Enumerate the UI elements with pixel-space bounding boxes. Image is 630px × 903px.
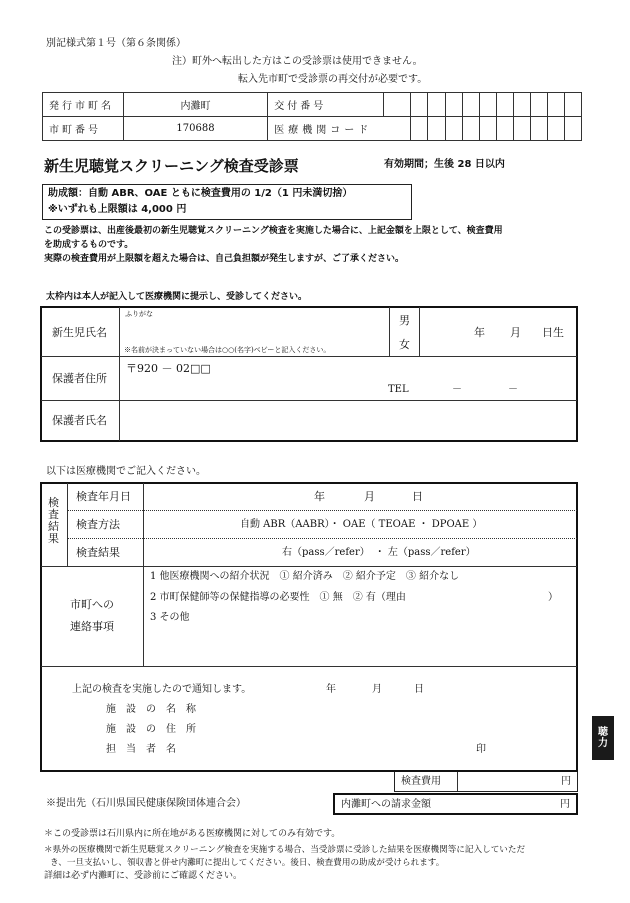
postal-code[interactable]: 〒920 － 02□□ xyxy=(126,362,211,375)
subsidy-cap: ※いずれも上限額は 4,000 円 xyxy=(48,204,187,215)
baby-name-field[interactable] xyxy=(121,320,387,344)
digit-box[interactable] xyxy=(530,117,547,141)
guardian-name-field[interactable] xyxy=(121,402,576,440)
municipality-code-value: 170688 xyxy=(123,117,268,141)
transfer-note-2: 転入先市町で受診票の再交付が必要です。 xyxy=(238,74,428,85)
seal-mark: 印 xyxy=(476,744,486,755)
notify-month-label: 月 xyxy=(372,684,382,695)
side-tab-char: 力 xyxy=(598,738,608,749)
hearing-side-tab xyxy=(592,716,614,760)
notify-day-label: 日 xyxy=(414,684,424,695)
digit-box[interactable] xyxy=(428,117,445,141)
validity-period: 有効期間；生後 28 日以内 xyxy=(384,159,505,170)
referral-status[interactable]: 1 他医療機関への紹介状況 ① 紹介済み ② 紹介予定 ③ 紹介なし xyxy=(150,571,460,582)
facility-name-label: 施 設 の 名 称 xyxy=(106,704,196,715)
digit-box[interactable] xyxy=(496,117,513,141)
header-table xyxy=(42,92,582,141)
other-notes[interactable]: 3 その他 xyxy=(150,612,190,623)
submit-to: ※提出先（石川県国民健康保険団体連合会） xyxy=(46,798,246,809)
notify-text: 上記の検査を実施したので通知します。 xyxy=(72,684,252,695)
tel-dash: － xyxy=(508,384,518,395)
exam-fee-label: 検査費用 xyxy=(401,776,441,787)
claim-amount-box[interactable] xyxy=(333,793,578,815)
digit-box[interactable] xyxy=(564,117,581,141)
exam-date-label: 検査年月日 xyxy=(76,490,131,503)
issuer-label: 発行市町名 xyxy=(43,93,124,117)
digit-box[interactable] xyxy=(547,93,564,117)
sex-male[interactable]: 男 xyxy=(399,314,410,327)
digit-box[interactable] xyxy=(428,93,445,117)
digit-box[interactable] xyxy=(496,93,513,117)
patient-instruction: 太枠内は本人が記入して医療機関に提示し、受診してください。 xyxy=(46,292,308,302)
issue-number-label: 交付番号 xyxy=(268,93,383,117)
reason-close-paren: ） xyxy=(548,592,558,603)
digit-box[interactable] xyxy=(479,117,496,141)
exam-result-label: 検査結果 xyxy=(76,546,120,559)
sex-female[interactable]: 女 xyxy=(399,338,410,351)
footnote-2: ＊県外の医療機関で新生児聴覚スクリーニング検査を実施する場合、当受診票に受診した結果を医療機関等に記入していただ xyxy=(44,845,526,855)
furigana-label: ふりがな xyxy=(125,310,153,318)
contact-label-1: 市町への xyxy=(70,598,114,611)
side-tab-char: 聴 xyxy=(598,726,608,738)
claim-amount-label: 内灘町への請求金額 xyxy=(341,799,431,810)
tel-dash: － xyxy=(452,384,462,395)
exam-method-label: 検査方法 xyxy=(76,518,120,531)
contact-label-2: 連絡事項 xyxy=(70,620,114,633)
subsidy-amount: 助成額：自動 ABR、OAE ともに検査費用の 1/2（1 円未満切捨） xyxy=(48,188,353,199)
yen-unit: 円 xyxy=(560,799,570,810)
birth-month-label: 月 xyxy=(510,326,521,339)
tel-label: TEL xyxy=(388,384,409,395)
digit-box[interactable] xyxy=(383,93,411,117)
digit-box[interactable] xyxy=(530,93,547,117)
exam-day-label: 日 xyxy=(412,490,423,503)
person-in-charge-label: 担 当 者 名 xyxy=(106,744,176,755)
digit-box[interactable] xyxy=(564,93,581,117)
digit-box[interactable] xyxy=(445,93,462,117)
baby-name-label: 新生児氏名 xyxy=(52,326,107,339)
footnote-3: き、一旦支払いし、領収書と併せ内灘町に提出してください。後日、検査費用の助成が受けられます。 xyxy=(50,858,445,868)
medical-code-label: 医療機関コード xyxy=(268,117,411,141)
issuer-value: 内灘町 xyxy=(123,93,268,117)
birth-year-label: 年 xyxy=(474,326,485,339)
form-number: 別記様式第１号（第６条関係） xyxy=(46,38,186,49)
digit-box[interactable] xyxy=(547,117,564,141)
transfer-note-1: 注）町外へ転出した方はこの受診票は使用できません。 xyxy=(172,56,423,67)
description-line-2: を助成するものです。 xyxy=(44,240,134,250)
digit-box[interactable] xyxy=(513,93,530,117)
digit-box[interactable] xyxy=(462,117,479,141)
digit-box[interactable] xyxy=(445,117,462,141)
description-line-1: この受診票は、出産後最初の新生児聴覚スクリーニング検査を実施した場合に、上記金額を上限として、検査費用 xyxy=(44,226,503,236)
yen-unit: 円 xyxy=(561,776,571,787)
name-note: ※名前が決まっていない場合は○○(名字)ベビーと記入ください。 xyxy=(124,346,331,354)
digit-box[interactable] xyxy=(513,117,530,141)
guidance-need[interactable]: 2 市町保健師等の保健指導の必要性 ① 無 ② 有（理由 xyxy=(150,592,406,603)
exam-method-value[interactable]: 自動 ABR（AABR）・ OAE（ TEOAE ・ DPOAE ） xyxy=(240,519,483,530)
page-title: 新生児聴覚スクリーニング検査受診票 xyxy=(44,157,299,175)
digit-box[interactable] xyxy=(411,93,428,117)
municipality-code-label: 市町番号 xyxy=(43,117,124,141)
exam-fee-box[interactable] xyxy=(394,772,578,792)
clinic-instruction: 以下は医療機関でご記入ください。 xyxy=(46,466,206,477)
guardian-name-label: 保護者氏名 xyxy=(52,414,107,427)
footnote-4: 詳細は必ず内灘町に、受診前にご確認ください。 xyxy=(44,871,243,881)
footnote-1: ＊この受診票は石川県内に所在地がある医療機関に対してのみ有効です。 xyxy=(44,829,341,839)
exam-year-label: 年 xyxy=(314,490,325,503)
facility-address-label: 施 設 の 住 所 xyxy=(106,724,196,735)
digit-box[interactable] xyxy=(411,117,428,141)
description-line-3: 実際の検査費用が上限額を超えた場合は、自己負担額が発生しますが、ご了承ください。 xyxy=(44,254,405,264)
digit-box[interactable] xyxy=(479,93,496,117)
subsidy-box xyxy=(42,184,412,220)
guardian-address-label: 保護者住所 xyxy=(52,372,107,385)
exam-month-label: 月 xyxy=(364,490,375,503)
notify-year-label: 年 xyxy=(326,684,336,695)
digit-box[interactable] xyxy=(462,93,479,117)
exam-group-label: 検査結果 xyxy=(48,496,59,546)
birth-day-label: 日生 xyxy=(542,326,564,339)
exam-result-value[interactable]: 右（pass／refer） ・ 左（pass／refer） xyxy=(282,547,476,558)
